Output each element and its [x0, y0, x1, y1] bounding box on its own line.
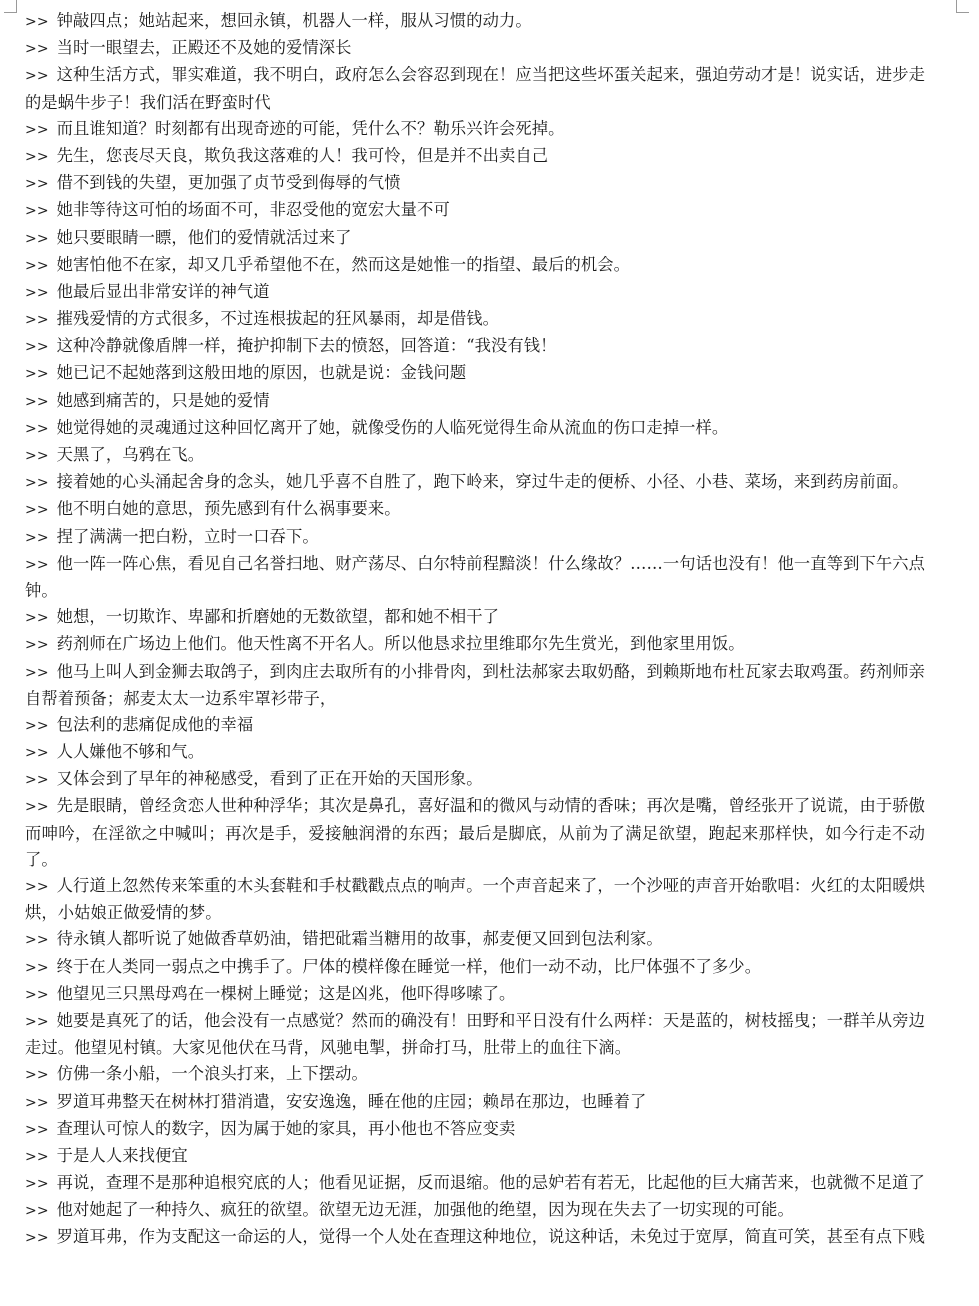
- quote-line: [25, 712, 925, 739]
- quote-line: [25, 197, 925, 224]
- quote-line: [25, 170, 925, 197]
- quote-marker: >>: [25, 772, 49, 789]
- quote-marker: >>: [25, 68, 49, 85]
- quote-line: [25, 926, 925, 953]
- quote-marker: >>: [25, 257, 49, 274]
- quote-line: [25, 981, 925, 1008]
- quote-text: 于是人人来找便宜: [56, 1145, 188, 1165]
- quote-marker: >>: [25, 1230, 49, 1247]
- quote-line: [25, 225, 925, 252]
- quote-line: [25, 793, 925, 873]
- quote-text: 人行道上忽然传来笨重的木头套鞋和手杖戳戳点点的响声。一个声音起来了，一个沙哑的声音开始歌唱：火红的太阳暖烘烘，小姑娘正做爱情的梦。: [25, 876, 925, 923]
- quote-text: 罗道耳弗，作为支配这一命运的人，觉得一个人处在查理这种地位，说这种话，未免过于宽厚，简直可笑，甚至有点下贱: [56, 1227, 925, 1247]
- quote-marker: >>: [25, 148, 49, 165]
- quote-marker: >>: [25, 1203, 49, 1220]
- quote-marker: >>: [25, 420, 49, 437]
- quote-marker: >>: [25, 393, 49, 410]
- quote-line: [25, 1116, 925, 1143]
- quote-line: [25, 116, 925, 143]
- quote-text: 她非等待这可怕的场面不可，非忍受他的宽宏大量不可: [56, 200, 450, 220]
- quote-text: 这种冷静就像盾牌一样，掩护抑制下去的愤怒，回答道：“我没有钱！: [56, 336, 557, 356]
- quote-line: [25, 415, 925, 442]
- quote-line: [25, 1143, 925, 1170]
- quote-text: 又体会到了早年的神秘感受，看到了正在开始的天国形象。: [56, 769, 483, 789]
- document-body: [25, 8, 925, 1252]
- quote-marker: >>: [25, 1176, 49, 1193]
- quote-line: [25, 360, 925, 387]
- quote-line: [25, 35, 925, 62]
- quote-line: [25, 62, 925, 115]
- quote-text: 天黑了，乌鸦在飞。: [56, 445, 205, 464]
- quote-marker: >>: [25, 284, 49, 301]
- quote-line: [25, 1008, 925, 1061]
- quote-text: 先生，您丧尽天良，欺负我这落难的人！我可怜，但是并不出卖自己: [56, 145, 549, 165]
- quote-text: 接着她的心头涌起舍身的念头，她几乎喜不自胜了，跑下岭来，穿过牛走的便桥、小径、小巷、菜场，来到药房前面。: [56, 472, 909, 492]
- quote-marker: >>: [25, 932, 49, 949]
- quote-marker: >>: [25, 14, 49, 30]
- quote-text: 她感到痛苦的，只是她的爱情: [56, 390, 270, 410]
- quote-text: 钟敲四点；她站起来，想回永镇，机器人一样，服从习惯的动力。: [56, 11, 532, 30]
- quote-text: 他马上叫人到金狮去取鸽子，到肉庄去取所有的小排骨肉，到杜法郝家去取奶酪，到赖斯地布杜瓦家去取鸡蛋。药剂师亲自帮着预备；郝麦太太一边系牢罩衫带子，: [25, 661, 925, 708]
- quote-text: 她只要眼睛一瞟，他们的爱情就活过来了: [56, 227, 352, 247]
- quote-line: [25, 306, 925, 333]
- quote-marker: >>: [25, 959, 49, 976]
- quote-marker: >>: [25, 448, 49, 464]
- quote-line: [25, 551, 925, 604]
- quote-text: 药剂师在广场边上他们。他天性离不开名人。所以他恳求拉里维耶尔先生赏光，到他家里用饭。: [56, 634, 745, 654]
- quote-text: 人人嫌他不够和气。: [56, 742, 205, 762]
- quote-marker: >>: [25, 1067, 49, 1084]
- quote-text: 她害怕他不在家，却又几乎希望他不在，然而这是她惟一的指望、最后的机会。: [56, 254, 631, 274]
- quote-marker: >>: [25, 1148, 49, 1165]
- quote-text: 他最后显出非常安详的神气道: [56, 281, 270, 301]
- quote-marker: >>: [25, 799, 49, 816]
- quote-line: [25, 604, 925, 631]
- quote-line: [25, 388, 925, 415]
- quote-line: [25, 333, 925, 360]
- quote-text: 他对她起了一种持久、疯狂的欲望。欲望无边无涯，加强他的绝望，因为现在失去了一切实现的可能。: [56, 1200, 794, 1220]
- quote-line: [25, 954, 925, 981]
- quote-marker: >>: [25, 1121, 49, 1138]
- quote-marker: >>: [25, 41, 49, 58]
- quote-text: 仿佛一条小船，一个浪头打来，上下摆动。: [56, 1064, 368, 1084]
- quote-text: 摧残爱情的方式很多，不过连根拔起的狂风暴雨，却是借钱。: [56, 309, 499, 329]
- quote-line: [25, 496, 925, 523]
- quote-line: [25, 524, 925, 551]
- quote-text: 他一阵一阵心焦，看见自己名誉扫地、财产荡尽、白尔特前程黯淡！什么缘故？……一句话也没有！他一直等到下午六点钟。: [25, 553, 925, 600]
- quote-marker: >>: [25, 176, 49, 193]
- quote-line: [25, 1197, 925, 1224]
- quote-text: 待永镇人都听说了她做香草奶油，错把砒霜当糖用的故事，郝麦便又回到包法利家。: [56, 929, 663, 949]
- quote-marker: >>: [25, 121, 49, 138]
- quote-line: [25, 469, 925, 496]
- quote-line: [25, 143, 925, 170]
- quote-line: [25, 442, 925, 469]
- quote-line: [25, 1170, 925, 1197]
- quote-marker: >>: [25, 366, 49, 383]
- quote-line: [25, 1061, 925, 1088]
- quote-line: [25, 8, 925, 35]
- quote-text: 他望见三只黑母鸡在一棵树上睡觉；这是凶兆，他吓得哆嗦了。: [56, 983, 516, 1003]
- quote-line: [25, 739, 925, 766]
- quote-line: [25, 1224, 925, 1251]
- quote-marker: >>: [25, 502, 49, 519]
- quote-text: 她已记不起她落到这般田地的原因，也就是说：金钱问题: [56, 363, 467, 383]
- quote-line: [25, 873, 925, 926]
- quote-line: [25, 766, 925, 793]
- quote-marker: >>: [25, 312, 49, 329]
- quote-marker: >>: [25, 1094, 49, 1111]
- quote-marker: >>: [25, 230, 49, 247]
- quote-text: 包法利的悲痛促成他的幸福: [56, 714, 254, 734]
- quote-marker: >>: [25, 203, 49, 220]
- quote-line: [25, 279, 925, 306]
- quote-marker: >>: [25, 529, 49, 546]
- quote-text: 借不到钱的失望，更加强了贞节受到侮辱的气愤: [56, 173, 401, 193]
- quote-marker: >>: [25, 879, 49, 895]
- quote-text: 再说，查理不是那种追根究底的人；他看见证据，反而退缩。他的忌妒若有若无，比起他的巨大痛苦来，也就微不足道了: [56, 1173, 925, 1193]
- quote-marker: >>: [25, 717, 49, 734]
- quote-text: 她要是真死了的话，他会没有一点感觉？然而的确没有！田野和平日没有什么两样：天是蓝的，树枝摇曳；一群羊从旁边走过。他望见村镇。大家见他伏在马背，风驰电掣，拼命打马，肚带上的血往下滴。: [25, 1010, 925, 1058]
- quote-marker: >>: [25, 986, 49, 1003]
- quote-marker: >>: [25, 339, 49, 356]
- quote-text: 她想，一切欺诈、卑鄙和折磨她的无数欲望，都和她不相干了: [56, 607, 499, 627]
- quote-text: 而且谁知道？时刻都有出现奇迹的可能，凭什么不？勒乐兴许会死掉。: [56, 118, 565, 138]
- page-corner-mark: [956, 0, 969, 13]
- quote-line: [25, 252, 925, 279]
- page-corner-mark: [4, 0, 17, 13]
- quote-marker: >>: [25, 556, 49, 573]
- quote-marker: >>: [25, 610, 49, 627]
- quote-line: [25, 631, 925, 658]
- quote-line: [25, 659, 925, 712]
- quote-marker: >>: [25, 637, 49, 654]
- quote-text: 查理认可惊人的数字，因为属于她的家具，再小他也不答应变卖: [56, 1118, 516, 1138]
- quote-text: 先是眼睛，曾经贪恋人世种种浮华；其次是鼻孔，喜好温和的微风与动情的香味；再次是嘴，曾经张开了说谎，由于骄傲而呻吟，在淫欲之中喊叫；再次是手，爱接触润滑的东西；最后是脚底，从前为了满足欲望，跑起来那样快，如今行走不动了。: [25, 796, 925, 869]
- quote-text: 罗道耳弗整天在树林打猎消遣，安安逸逸，睡在他的庄园；赖昂在那边，也睡着了: [56, 1091, 647, 1111]
- quote-marker: >>: [25, 745, 49, 762]
- quote-marker: >>: [25, 475, 49, 492]
- quote-line: [25, 1089, 925, 1116]
- quote-text: 当时一眼望去，正殿还不及她的爱情深长: [56, 38, 352, 58]
- quote-marker: >>: [25, 664, 49, 681]
- quote-text: 终于在人类同一弱点之中携手了。尸体的模样像在睡觉一样，他们一动不动，比尸体强不了多少。: [56, 956, 762, 976]
- quote-text: 她觉得她的灵魂通过这种回忆离开了她，就像受伤的人临死觉得生命从流血的伤口走掉一样。: [56, 417, 729, 437]
- quote-text: 他不明白她的意思，预先感到有什么祸事要来。: [56, 499, 401, 519]
- quote-marker: >>: [25, 1013, 49, 1030]
- quote-text: 这种生活方式，罪实难道，我不明白，政府怎么会容忍到现在！应当把这些坏蛋关起来，强迫劳动才是！说实话，进步走的是蜗牛步子！我们活在野蛮时代: [25, 65, 925, 112]
- quote-text: 捏了满满一把白粉，立时一口吞下。: [56, 526, 319, 546]
